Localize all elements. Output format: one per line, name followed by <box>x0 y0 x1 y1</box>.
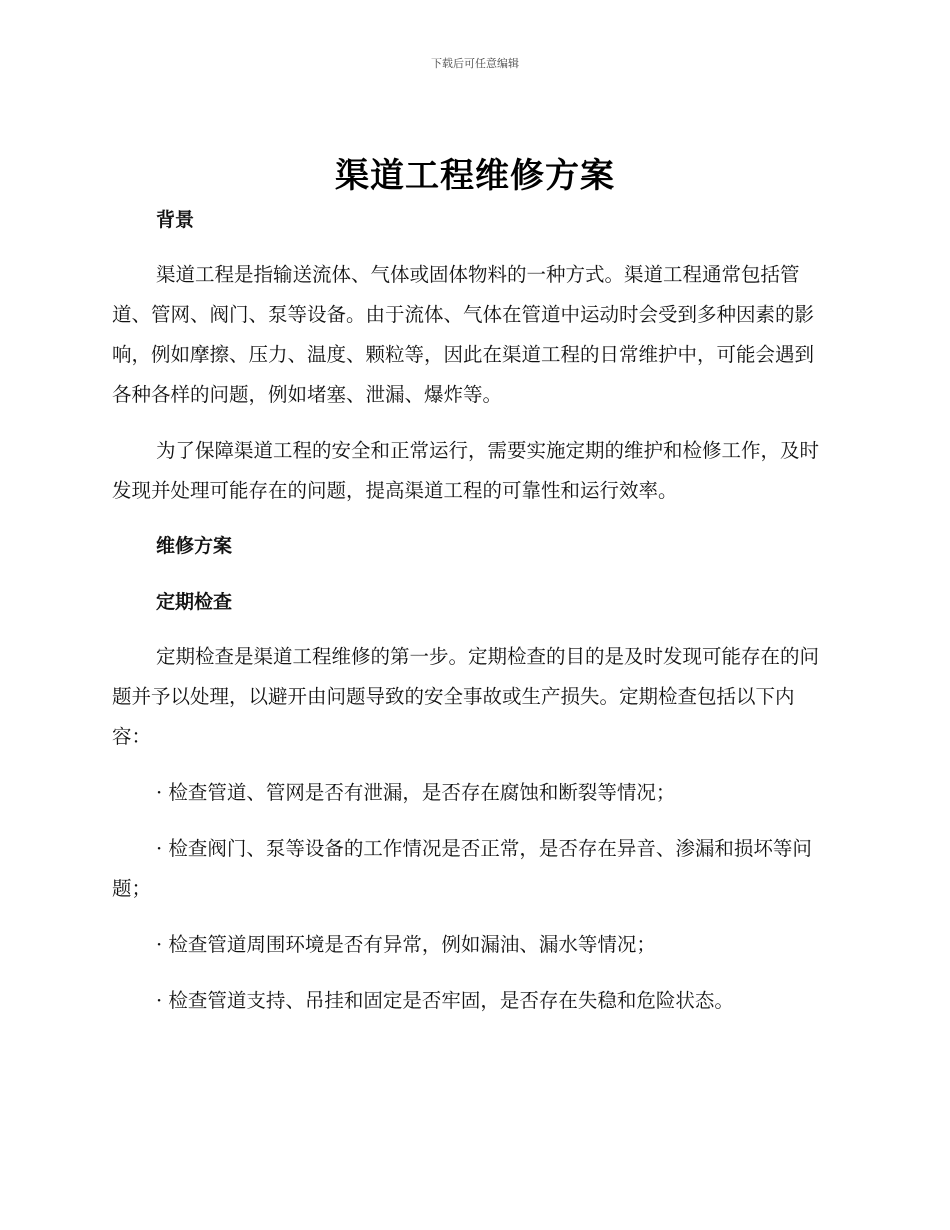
list-item: · 检查管道周围环境是否有异常，例如漏油、漏水等情况； <box>156 933 656 956</box>
document-title: 渠道工程维修方案 <box>335 156 615 196</box>
paragraph-background-2: 为了保障渠道工程的安全和正常运行，需要实施定期的维护和检修工作，及时发现并处理可能存在的问题，提高渠道工程的可靠性和运行效率。 <box>112 439 820 502</box>
paragraph-background-1: 渠道工程是指输送流体、气体或固体物料的一种方式。渠道工程通常包括管道、管网、阀门、泵等设备。由于流体、气体在管道中运动时会受到多种因素的影响，例如摩擦、压力、温度、颗粒等，因此在渠道工程的日常维护中，可能会遇到各种各样的问题，例如堵塞、泄漏、爆炸等。 <box>112 263 815 406</box>
list-item: · 检查阀门、泵等设备的工作情况是否正常，是否存在异音、渗漏和损坏等问题； <box>112 837 812 900</box>
paragraph-inspection-intro: 定期检查是渠道工程维修的第一步。定期检查的目的是及时发现可能存在的问题并予以处理，以避开由问题导致的安全事故或生产损失。定期检查包括以下内容： <box>112 645 820 748</box>
heading-plan: 维修方案 <box>156 535 233 557</box>
list-item: · 检查管道、管网是否有泄漏，是否存在腐蚀和断裂等情况； <box>156 781 676 804</box>
heading-inspection: 定期检查 <box>156 591 233 613</box>
page-header-note: 下载后可任意编辑 <box>431 57 519 70</box>
list-item: · 检查管道支持、吊挂和固定是否牢固，是否存在失稳和危险状态。 <box>156 989 734 1012</box>
heading-background: 背景 <box>156 209 195 231</box>
document-body <box>112 205 832 1021</box>
